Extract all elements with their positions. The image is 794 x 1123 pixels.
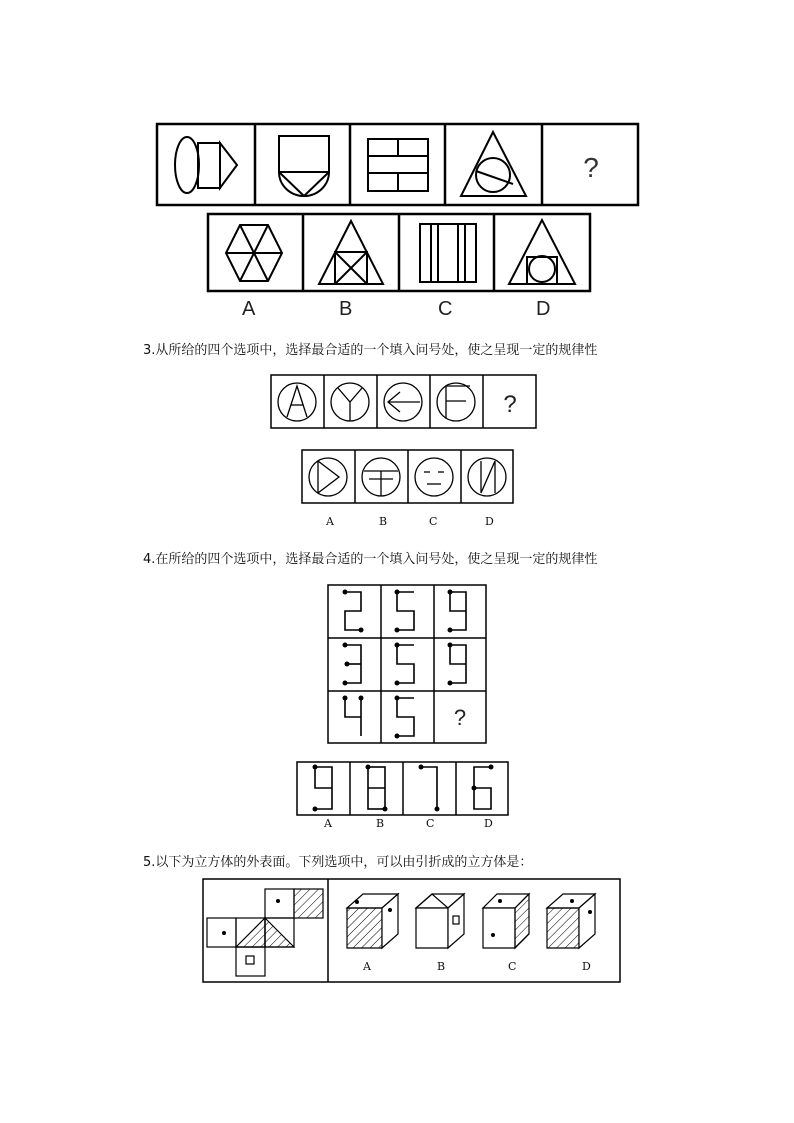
option-label-a[interactable]: A — [242, 298, 256, 320]
digit-9-glyph — [450, 592, 466, 630]
option-label-a[interactable]: A — [326, 515, 334, 528]
option-label-a[interactable]: A — [324, 817, 332, 830]
option-b-cube — [416, 894, 464, 948]
option-d-digit-6 — [474, 767, 491, 809]
shield-shape — [279, 136, 329, 196]
q3-sequence-figure — [270, 374, 538, 430]
brick-grid-shape — [368, 139, 428, 191]
q5-question-text: 5.以下为立方体的外表面。下列选项中，可以由引折成的立方体是： — [143, 855, 533, 870]
circle-y-glyph — [331, 383, 369, 421]
option-c-cube — [483, 894, 529, 948]
option-c-digit-7 — [421, 767, 437, 809]
option-a-digit-9 — [315, 767, 332, 809]
q3-option-labels — [301, 515, 515, 531]
question-mark: ? — [583, 152, 599, 183]
option-label-a[interactable]: A — [363, 960, 371, 973]
puzzle2-option-labels — [206, 298, 592, 322]
option-label-d[interactable]: D — [484, 817, 493, 830]
option-label-c[interactable]: C — [426, 817, 435, 830]
ellipse-rect-arrow-shape — [175, 137, 237, 193]
option-c-bars — [420, 224, 476, 282]
option-a-circle-d — [309, 458, 347, 496]
q4-options-figure — [296, 761, 510, 817]
option-label-d[interactable]: D — [536, 298, 551, 320]
question-mark: ? — [503, 391, 517, 418]
option-label-b[interactable]: B — [376, 817, 385, 830]
option-label-c[interactable]: C — [438, 298, 453, 320]
option-label-b[interactable]: B — [339, 298, 353, 320]
q4-option-labels — [296, 817, 510, 833]
circle-a-glyph — [278, 383, 316, 421]
option-b-triangle — [319, 221, 383, 284]
option-label-b[interactable]: B — [437, 960, 446, 973]
digit-5-glyph — [397, 645, 414, 683]
triangle-circle-shape — [461, 132, 526, 196]
digit-5-glyph — [397, 698, 414, 736]
digit-2-glyph — [345, 592, 361, 630]
circle-arrow-glyph — [384, 383, 422, 421]
option-c-circle-face — [415, 458, 453, 496]
q5-option-labels — [202, 960, 622, 976]
option-d-circle-n — [468, 458, 506, 496]
option-label-b[interactable]: B — [379, 515, 388, 528]
puzzle2-sequence-figure — [155, 122, 641, 208]
option-a-hexagon — [226, 225, 282, 281]
option-label-d[interactable]: D — [582, 960, 591, 973]
question-mark: ? — [453, 705, 467, 730]
digit-4-glyph — [345, 698, 361, 736]
option-b-circle-t — [362, 458, 400, 496]
q3-question-text: 3.从所给的四个选项中，选择最合适的一个填入问号处，使之呈现一定的规律性 — [143, 343, 598, 358]
q3-options-figure — [301, 449, 515, 505]
option-b-digit-8 — [368, 767, 385, 809]
option-label-d[interactable]: D — [485, 515, 494, 528]
puzzle2-options-figure — [206, 212, 592, 294]
circle-f-glyph — [437, 383, 475, 421]
digit-5-glyph — [397, 592, 414, 630]
option-d-triangle — [509, 220, 575, 284]
option-label-c[interactable]: C — [429, 515, 438, 528]
q4-grid-figure — [327, 584, 489, 746]
option-label-c[interactable]: C — [508, 960, 517, 973]
option-a-cube — [347, 894, 398, 948]
q4-question-text: 4.在所给的四个选项中，选择最合适的一个填入问号处，使之呈现一定的规律性 — [143, 552, 598, 567]
digit-9-glyph — [450, 645, 466, 683]
